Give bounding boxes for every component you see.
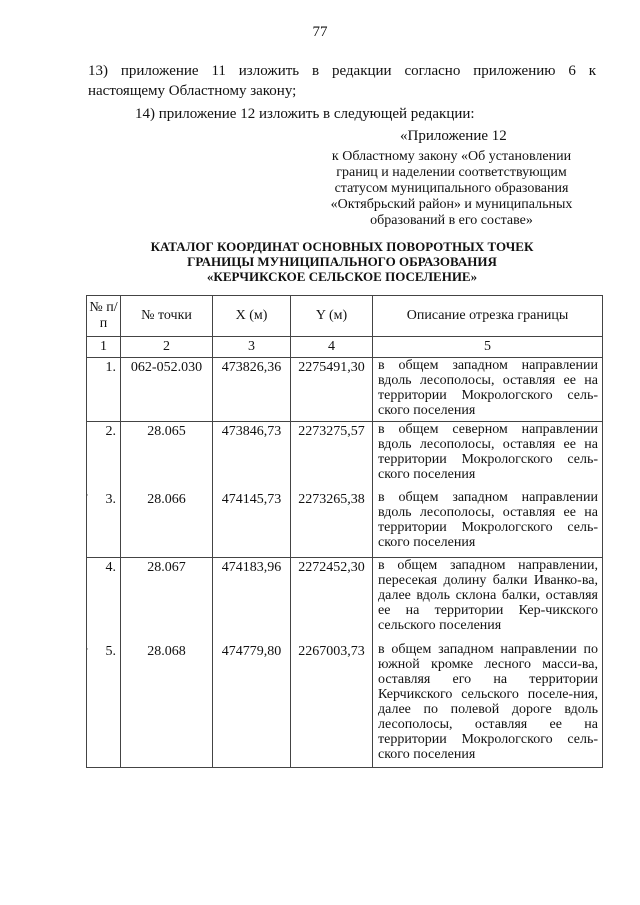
appendix-reference-line: образований в его составе» xyxy=(370,213,533,228)
header-y: Y (м) xyxy=(291,296,373,337)
appendix-reference-line: «Октябрьский район» и муниципальных xyxy=(330,197,573,212)
row-index: 5. xyxy=(87,642,121,768)
column-number-row xyxy=(87,337,603,358)
row-x: 474145,73 xyxy=(213,490,291,558)
row-y: 2267003,73 xyxy=(291,642,373,768)
table-header-row xyxy=(87,296,603,337)
table-row xyxy=(87,558,603,642)
appendix-reference-line: границ и наделении соответствующим xyxy=(336,165,567,180)
column-number: 5 xyxy=(373,337,603,358)
table-row xyxy=(87,490,603,558)
column-number: 2 xyxy=(121,337,213,358)
column-number: 4 xyxy=(291,337,373,358)
row-description: в общем северном направлении вдоль лесополосы, оставляя ее на территории Мокрологского сель-ского поселения xyxy=(373,422,603,490)
row-x: 474779,80 xyxy=(213,642,291,768)
paragraph-13-line-2: настоящему Областному закону; xyxy=(88,83,297,99)
catalog-title-line: «КЕРЧИКСКОЕ СЕЛЬСКОЕ ПОСЕЛЕНИЕ» xyxy=(206,269,478,284)
row-point: 062-052.030 xyxy=(121,358,213,422)
row-index: 3. xyxy=(87,490,121,558)
catalog-title-line: ГРАНИЦЫ МУНИЦИПАЛЬНОГО ОБРАЗОВАНИЯ xyxy=(187,254,497,269)
row-description: в общем западном направлении, пересекая долину балки Иванко-ва, далее вдоль склона балки, оставляя ее на территории Кер-чикского сельского поселения xyxy=(373,558,603,642)
row-y: 2273275,57 xyxy=(291,422,373,490)
row-description: в общем западном направлении по южной кромке лесного масси-ва, оставляя его на территории Керчикского сельского поселе-ния, далее по полевой дороге вдоль лесополосы, оставляя ее на территории Мокрологского сель-ского поселения xyxy=(373,642,603,768)
row-y: 2272452,30 xyxy=(291,558,373,642)
catalog-title xyxy=(88,239,596,284)
table-row xyxy=(87,642,603,768)
paragraph-13-line-1: 13) приложение 11 изложить в редакции согласно приложению 6 к xyxy=(88,63,596,79)
paragraph-14: 14) приложение 12 изложить в следующей редакции: xyxy=(135,106,475,122)
column-number: 1 xyxy=(87,337,121,358)
row-y: 2273265,38 xyxy=(291,490,373,558)
row-point: 28.068 xyxy=(121,642,213,768)
header-x: X (м) xyxy=(213,296,291,337)
appendix-reference xyxy=(300,149,603,229)
table-row xyxy=(87,422,603,490)
row-index: 4. xyxy=(87,558,121,642)
row-index: 1. xyxy=(87,358,121,422)
column-number: 3 xyxy=(213,337,291,358)
table-row xyxy=(87,358,603,422)
appendix-reference-line: к Областному закону «Об установлении xyxy=(331,149,572,164)
margin-mark: · xyxy=(86,644,89,654)
page-number: 77 xyxy=(312,24,328,40)
row-description: в общем западном направлении вдоль лесополосы, оставляя ее на территории Мокрологского сель-ского поселения xyxy=(373,490,603,558)
appendix-reference-line: статусом муниципального образования xyxy=(334,181,569,196)
appendix-title: «Приложение 12 xyxy=(400,128,507,144)
row-x: 473826,36 xyxy=(213,358,291,422)
coordinates-table xyxy=(86,295,603,768)
header-description: Описание отрезка границы xyxy=(373,296,603,337)
row-point: 28.065 xyxy=(121,422,213,490)
header-index: № п/п xyxy=(87,296,121,337)
row-point: 28.066 xyxy=(121,490,213,558)
row-y: 2275491,30 xyxy=(291,358,373,422)
row-index: 2. xyxy=(87,422,121,490)
header-point: № точки xyxy=(121,296,213,337)
row-point: 28.067 xyxy=(121,558,213,642)
margin-mark: · xyxy=(86,490,89,500)
row-x: 473846,73 xyxy=(213,422,291,490)
catalog-title-line: КАТАЛОГ КООРДИНАТ ОСНОВНЫХ ПОВОРОТНЫХ ТОЧЕК xyxy=(150,239,534,254)
row-x: 474183,96 xyxy=(213,558,291,642)
row-description: в общем западном направлении вдоль лесополосы, оставляя ее на территории Мокрологского сель-ского поселения xyxy=(373,358,603,422)
